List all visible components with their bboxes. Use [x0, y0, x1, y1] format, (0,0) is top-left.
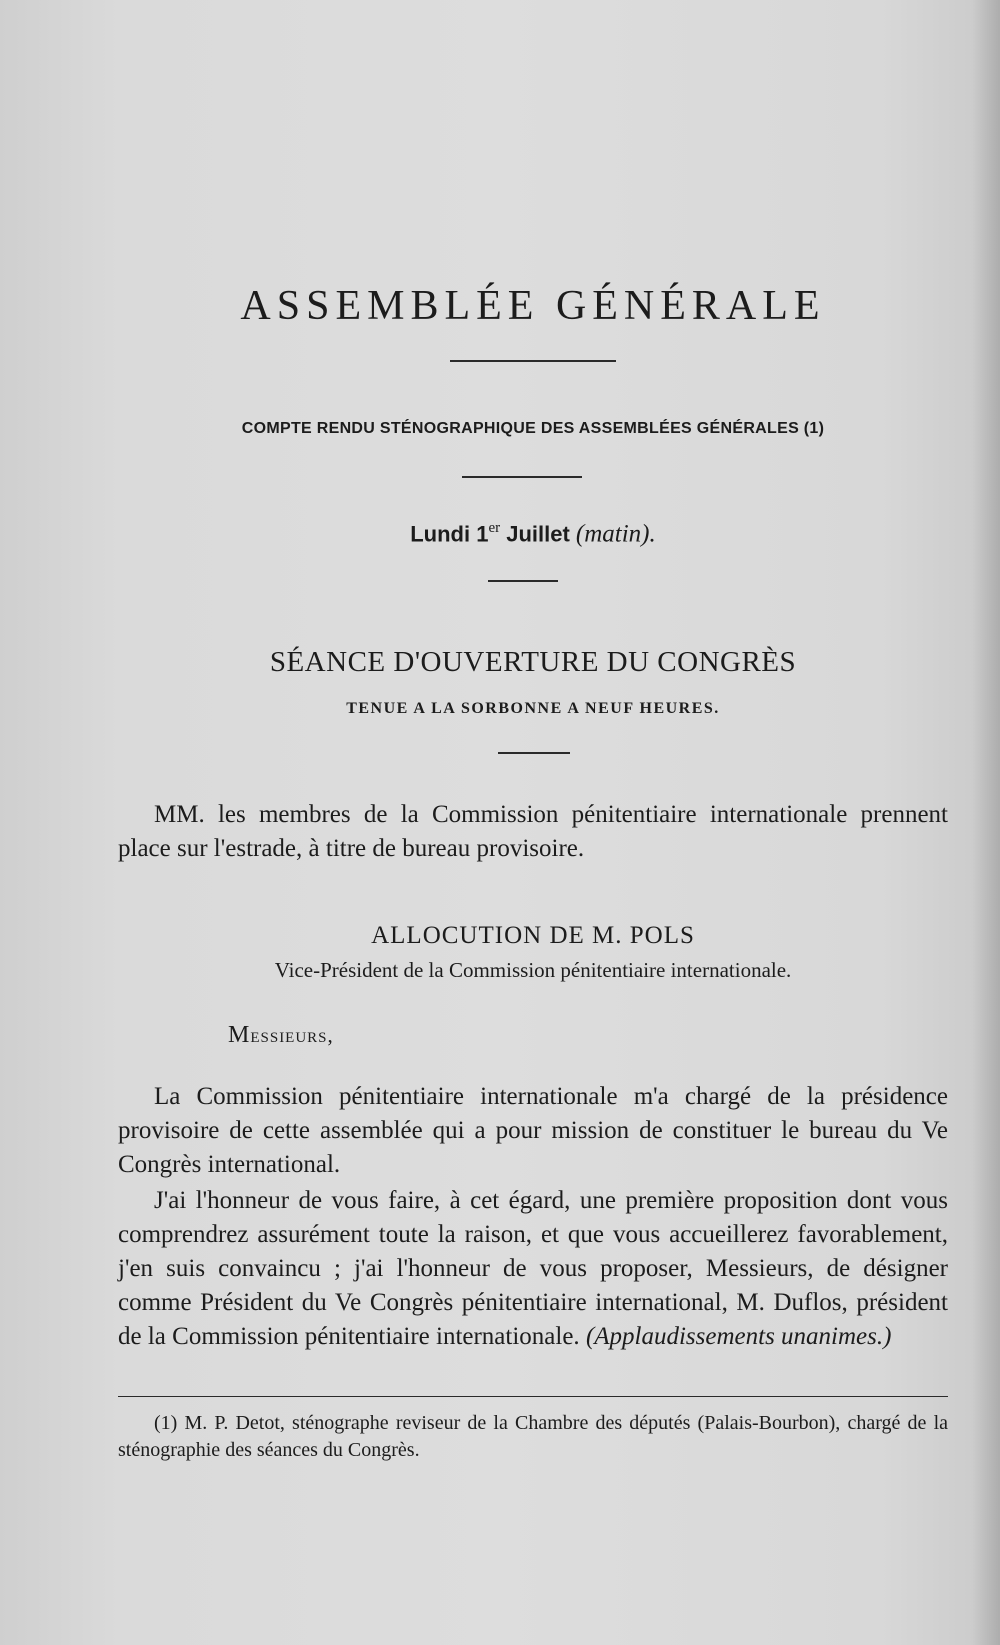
allocution-subtitle: Vice-Président de la Commission pénitentiaire internationale.: [274, 958, 792, 982]
salutation: Messieurs,: [228, 1022, 334, 1048]
section-rule: [498, 752, 570, 754]
paragraph-1: La Commission pénitentiaire internationale m'a chargé de la présidence provisoire de cette assemblée qui a pour mission de constituer le bureau du Ve Congrès international.: [118, 1083, 948, 1178]
footnote-rule: [118, 1396, 948, 1397]
intro-paragraph: MM. les membres de la Commission pénitentiaire internationale prennent place sur l'estrade, à titre de bureau provisoire.: [118, 801, 948, 862]
paragraph-2-applause: (Applaudissements unanimes.): [585, 1323, 892, 1350]
footnote: (1) M. P. Detot, sténographe reviseur de la Chambre des députés (Palais-Bourbon), chargé de la sténographie des séances du Congrès.: [118, 1412, 948, 1461]
date-moment: (matin).: [575, 520, 656, 548]
date-month: Juillet: [500, 521, 576, 547]
allocution-title: ALLOCUTION DE M. POLS: [371, 922, 695, 949]
paragraph-2-text: J'ai l'honneur de vous faire, à cet égard, une première proposition dont vous comprendrez assurément toute la raison, et que vous accueillerez favorablement, j'en suis convaincu ; j'ai l'honneur de vous proposer, Messieurs, de désigner comme Président du Ve Congrès pénitentiaire international, M. Duflos, président de la Commission pénitentiaire internationale.: [118, 1187, 948, 1350]
section-title: SÉANCE D'OUVERTURE DU CONGRÈS: [269, 646, 797, 678]
date-rule: [488, 580, 558, 582]
section-subtitle: TENUE A LA SORBONNE A NEUF HEURES.: [346, 700, 720, 717]
report-subtitle: COMPTE RENDU STÉNOGRAPHIQUE DES ASSEMBLÉES GÉNÉRALES (1): [241, 420, 825, 437]
date-day-suffix: er: [488, 520, 501, 536]
session-date: [118, 520, 948, 548]
paragraph-2: [118, 1184, 948, 1354]
page-edge-shadow: [972, 0, 1000, 1645]
title-rule: [450, 360, 616, 362]
page-title: ASSEMBLÉE GÉNÉRALE: [240, 283, 826, 329]
date-day: Lundi 1: [410, 521, 489, 547]
subtitle-rule: [462, 476, 582, 478]
